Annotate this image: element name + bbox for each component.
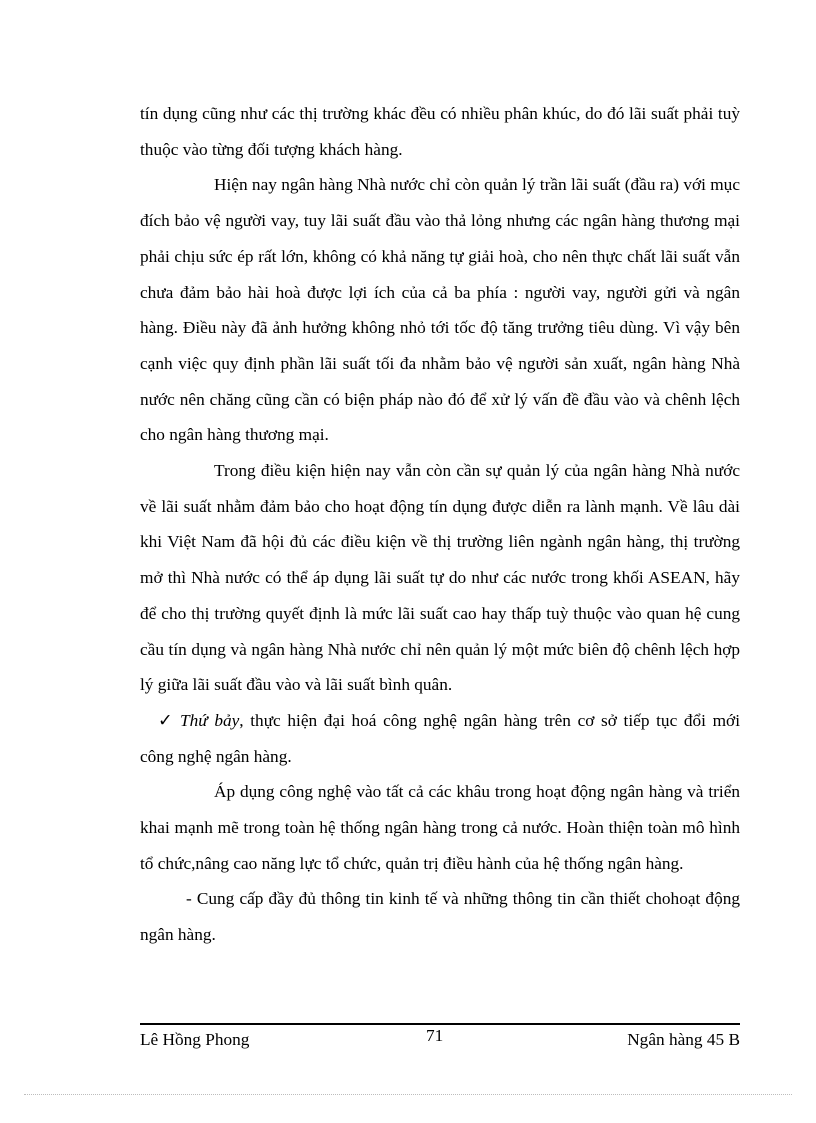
paragraph-1: tín dụng cũng như các thị trường khác đều có nhiều phân khúc, do đó lãi suất phải tuỳ thuộc vào từng đối tượng khách hàng.	[140, 104, 740, 159]
page-footer	[140, 1026, 740, 1054]
paragraph-4: Áp dụng công nghệ vào tất cả các khâu trong hoạt động ngân hàng và triển khai mạnh mẽ trong toàn hệ thống ngân hàng trong cả nước. Hoàn thiện toàn mô hình tổ chức,nâng cao năng lực tổ chức, quản trị điều hành của hệ thống ngân hàng.	[140, 782, 740, 873]
page-edge-divider	[24, 1094, 792, 1095]
bullet-text: , thực hiện đại hoá công nghệ ngân hàng trên cơ sở tiếp tục đổi mới công nghệ ngân hàng.	[140, 710, 740, 766]
footer-class: Ngân hàng 45 B	[627, 1030, 740, 1049]
bullet-heading: Thứ bảy	[180, 710, 240, 730]
page-number: 71	[426, 1026, 444, 1045]
paragraph-3: Trong điều kiện hiện nay vẫn còn cần sự quản lý của ngân hàng Nhà nước về lãi suất nhằm đảm bảo cho hoạt động tín dụng được diễn ra lành mạnh. Về lâu dài khi Việt Nam đã hội đủ các điều kiện về thị trường liên ngành ngân hàng, thị trường mở thì Nhà nước có thể áp dụng lãi suất tự do như các nước trong khối ASEAN, hãy để cho thị trường quyết định là mức lãi suất cao hay thấp tuỳ thuộc vào quan hệ cung cầu tín dụng và ngân hàng Nhà nước chỉ nên quản lý một mức biên độ chênh lệch hợp lý giữa lãi suất đầu vào và lãi suất bình quân.	[140, 461, 740, 695]
bullet-item-thu-bay	[140, 703, 740, 774]
document-body	[140, 96, 740, 953]
footer-author: Lê Hồng Phong	[140, 1030, 250, 1049]
footer-divider	[140, 1023, 740, 1025]
paragraph-2: Hiện nay ngân hàng Nhà nước chỉ còn quản lý trần lãi suất (đầu ra) với mục đích bảo vệ người vay, tuy lãi suất đầu vào thả lỏng nhưng các ngân hàng thương mại phải chịu sức ép rất lớn, không có khả năng tự giải hoà, cho nên thực chất lãi suất vẫn chưa đảm bảo hài hoà được lợi ích của cả ba phía : người vay, người gửi và ngân hàng. Điều này đã ảnh hưởng không nhỏ tới tốc độ tăng trưởng tiêu dùng. Vì vậy bên cạnh việc quy định phần lãi suất tối đa nhằm bảo vệ người sản xuất, ngân hàng Nhà nước nên chăng cũng cần có biện pháp nào đó để xử lý vấn đề đầu vào và chênh lệch cho ngân hàng thương mại.	[140, 175, 740, 445]
dash-item: - Cung cấp đầy đủ thông tin kinh tế và những thông tin cần thiết chohoạt động ngân hàng.	[140, 889, 740, 945]
checkmark-icon: ✓	[158, 710, 173, 730]
